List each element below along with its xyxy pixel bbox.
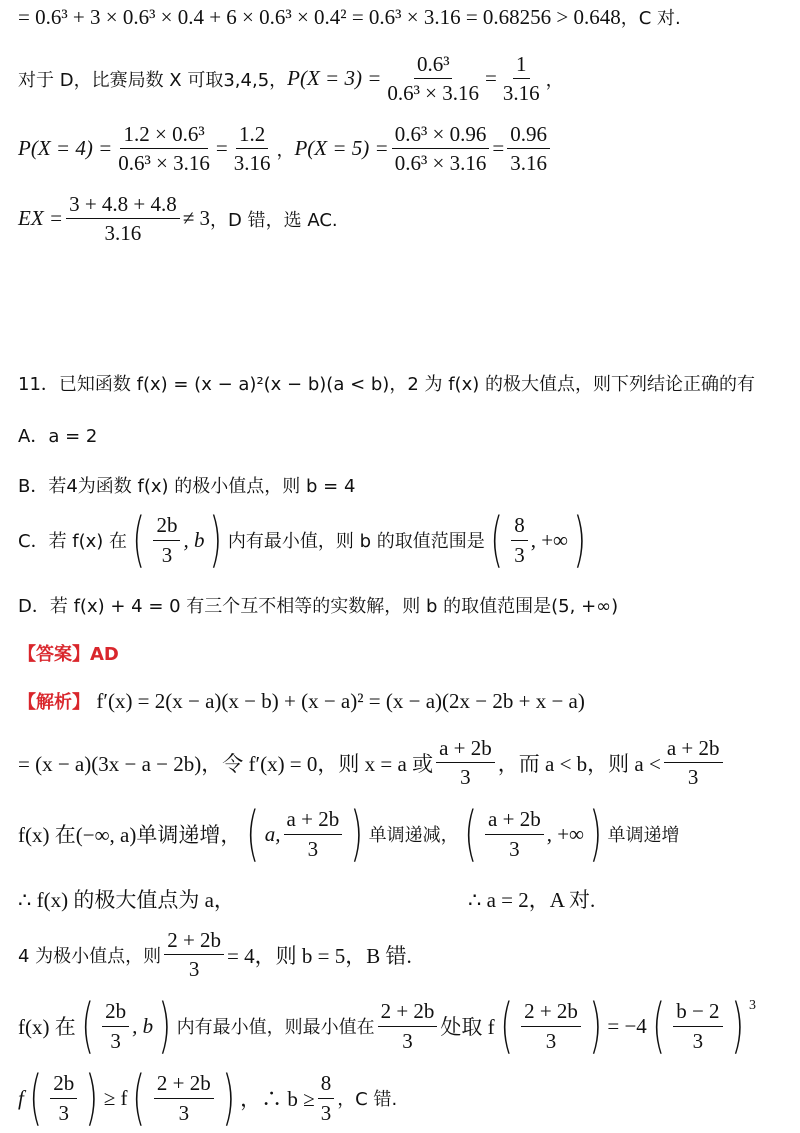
fraction-den: 3.16 (233, 151, 271, 176)
comma: ， (276, 139, 295, 161)
fraction-ex (66, 192, 180, 245)
fraction-p4-simplified (231, 122, 274, 175)
fraction-num: 2 + 2b (521, 999, 581, 1026)
left-paren: ( (29, 1063, 42, 1133)
analysis-line-2 (18, 736, 790, 789)
analysis-s2-mid: ，而 a < b，则 a < (497, 751, 661, 776)
answer-label: 【答案】 (18, 644, 90, 665)
p-x4-label: P(X = 4) = (18, 136, 113, 161)
option-a (18, 422, 790, 448)
interval-tail: , b (183, 527, 205, 552)
fraction-num: 2b (153, 513, 180, 540)
interval-tail: , b (132, 1013, 154, 1038)
fraction-den: 3 (161, 542, 173, 567)
fraction-num: 1.2 × 0.6³ (120, 122, 207, 149)
fraction-a-2b-3 (485, 807, 544, 860)
fraction-den: 3 (320, 1100, 332, 1125)
conclusion-d: ，D 错，选 AC. (210, 209, 338, 231)
analysis-line-3 (18, 799, 790, 869)
right-paren: ) (85, 1063, 99, 1133)
interval-tail: , +∞ (530, 527, 569, 552)
fraction-den: 3.16 (104, 221, 142, 246)
fraction-num: 1 (513, 52, 530, 79)
fraction-num: 1.2 (236, 122, 268, 149)
fraction-den: 3 (110, 1028, 121, 1053)
analysis-line-1 (18, 688, 790, 714)
fraction-2-2b-3 (154, 1071, 214, 1124)
analysis-s3-pre: f(x) 在(−∞, a)单调递增， (18, 823, 242, 847)
left-paren: ( (499, 991, 513, 1061)
question-11-stem (18, 370, 790, 396)
analysis-label: 【解析】 (18, 692, 90, 713)
fraction-num: 2 + 2b (164, 928, 224, 955)
right-paren: ) (209, 505, 223, 575)
fraction-num: 8 (511, 513, 528, 540)
fraction-den: 3 (687, 765, 699, 790)
p-x3-label: P(X = 3) = (287, 66, 382, 91)
left-paren: ( (81, 991, 94, 1061)
option-c-pre: C．若 f(x) 在 (18, 531, 128, 552)
ex-label: EX = (18, 206, 64, 231)
fraction-2b-3 (50, 1071, 77, 1124)
not-equal: ≠ 3 (182, 206, 211, 231)
d-intro-text: 对于 D，比赛局数 X 可取3,4,5， (18, 69, 288, 91)
interval-head: a, (264, 821, 281, 846)
analysis-line-5 (18, 928, 790, 981)
fraction-num: 2b (102, 999, 129, 1026)
analysis-s3-mid: 单调递减， (368, 825, 459, 846)
right-paren: ) (158, 991, 172, 1061)
equals-sign: = (492, 136, 505, 161)
right-paren: ) (589, 991, 603, 1061)
option-b (18, 472, 790, 498)
fraction-num: 2 + 2b (378, 999, 438, 1026)
fraction-8-3 (511, 513, 528, 566)
analysis-s7-mid: ，∴ b ≥ (240, 1087, 315, 1111)
analysis-line-4 (18, 884, 790, 914)
fraction-2-2b-3 (521, 999, 581, 1052)
conclusion-c: ，C 对. (620, 8, 681, 29)
equals-sign: = (485, 66, 497, 91)
fraction-num: 3 + 4.8 + 4.8 (66, 192, 180, 219)
analysis-s6-mid2: 处取 f (440, 1015, 495, 1039)
expr-prob-sum: = 0.6³ + 3 × 0.6³ × 0.4 + 6 × 0.6³ × 0.4² = 0.6³ × 3.16 = 0.68256 > 0.648 (18, 5, 621, 29)
analysis-s6-eq: = −4 (607, 1013, 647, 1038)
fraction-den: 3 (509, 836, 520, 861)
question-stem-text: 11．已知函数 f(x) = (x − a)²(x − b)(a < b)，2 为 f(x) 的极大值点，则下列结论正确的有 (18, 374, 755, 395)
fraction-p3 (384, 52, 482, 105)
fraction-num: 2 + 2b (154, 1071, 214, 1098)
fraction-den: 0.6³ × 3.16 (394, 151, 487, 176)
left-paren: ( (490, 505, 503, 575)
fraction-2b-3 (153, 513, 180, 566)
line-expectation (18, 192, 790, 245)
fraction-num: 2b (50, 1071, 77, 1098)
fraction-a-2b-3 (664, 736, 723, 789)
right-paren: ) (350, 799, 364, 869)
fraction-den: 0.6³ × 3.16 (387, 81, 480, 106)
right-paren: ) (589, 799, 603, 869)
fraction-den: 0.6³ × 3.16 (118, 151, 210, 176)
option-c-mid: 内有最小值，则 b 的取值范围是 (227, 531, 485, 552)
analysis-s6-pre: f(x) 在 (18, 1015, 76, 1039)
left-paren: ( (652, 991, 665, 1061)
right-paren: ) (573, 505, 587, 575)
fraction-a-2b-3 (436, 736, 495, 789)
fraction-den: 3 (402, 1028, 413, 1053)
fraction-den: 3.16 (510, 151, 547, 176)
fraction-8-3 (318, 1071, 335, 1124)
option-d-text: D．若 f(x) + 4 = 0 有三个互不相等的实数解，则 b 的取值范围是(5, +∞) (18, 596, 619, 617)
line-p4-p5 (18, 122, 790, 175)
fraction-2-2b-3 (164, 928, 224, 981)
fraction-2-2b-3 (378, 999, 438, 1052)
analysis-s5-tail: = 4，则 b = 5，B 错. (227, 943, 412, 968)
fraction-num: 0.6³ × 0.96 (392, 122, 490, 149)
equals-sign: = (215, 136, 228, 161)
fraction-den: 3.16 (502, 81, 540, 106)
analysis-s4-right: ∴ a = 2，A 对. (468, 888, 596, 912)
left-paren: ( (463, 799, 477, 869)
fraction-num: a + 2b (436, 736, 495, 763)
fraction-den: 3 (514, 542, 525, 567)
fraction-den: 3 (188, 957, 200, 982)
left-paren: ( (132, 505, 146, 575)
fraction-den: 3 (58, 1100, 70, 1125)
fraction-num: b − 2 (673, 999, 722, 1026)
fraction-p5 (392, 122, 490, 175)
fraction-num: a + 2b (284, 807, 343, 834)
option-a-text: A．a = 2 (18, 426, 98, 447)
analysis-line-6 (18, 991, 790, 1061)
left-paren: ( (132, 1063, 146, 1133)
fraction-num: a + 2b (664, 736, 723, 763)
fraction-p4 (115, 122, 213, 175)
fraction-p5-simplified (507, 122, 550, 175)
fraction-p3-simplified (500, 52, 543, 105)
fraction-num: a + 2b (485, 807, 544, 834)
analysis-s7-ge: ≥ f (103, 1085, 128, 1110)
analysis-s4-left: ∴ f(x) 的极大值点为 a， (18, 888, 235, 912)
analysis-s5-pre: 4 为极小值点，则 (18, 945, 162, 967)
analysis-s2-pre: = (x − a)(3x − a − 2b)，令 f′(x) = 0，则 x = a 或 (18, 751, 434, 776)
fraction-den: 3 (178, 1100, 190, 1125)
right-paren: ) (222, 1063, 235, 1133)
option-b-text: B．若4为函数 f(x) 的极小值点，则 b = 4 (18, 476, 356, 497)
fraction-den: 3 (307, 836, 319, 861)
fraction-b-2-3 (673, 999, 722, 1052)
fraction-den: 3 (692, 1028, 704, 1053)
analysis-line-7 (18, 1063, 790, 1133)
left-paren: ( (246, 799, 260, 869)
answer-line (18, 640, 790, 666)
option-d (18, 592, 790, 618)
line-d-intro (18, 52, 790, 105)
f-symbol: f (18, 1085, 24, 1110)
fraction-num: 0.96 (507, 122, 550, 149)
fraction-den: 3 (460, 765, 471, 790)
analysis-s6-mid: 内有最小值，则最小值在 (176, 1017, 375, 1038)
fraction-a-2b-3 (284, 807, 343, 860)
interval-tail: , +∞ (546, 821, 585, 846)
fraction-num: 0.6³ (414, 52, 453, 79)
line-prob-sum (18, 4, 790, 30)
p-x5-label: P(X = 5) = (294, 136, 389, 161)
exponent: 3 (748, 998, 756, 1013)
analysis-s7-tail: ，C 错. (337, 1089, 398, 1110)
fraction-den: 3 (545, 1028, 557, 1053)
comma: ， (545, 69, 564, 91)
analysis-s3-tail: 单调递增 (607, 825, 680, 846)
option-c (18, 505, 790, 575)
fraction-2b-3 (102, 999, 129, 1052)
answer-value: AD (90, 644, 119, 665)
derivative-expr: f′(x) = 2(x − a)(x − b) + (x − a)² = (x − a)(2x − 2b + x − a) (96, 689, 585, 713)
fraction-num: 8 (318, 1071, 335, 1098)
right-paren: ) (730, 991, 744, 1061)
